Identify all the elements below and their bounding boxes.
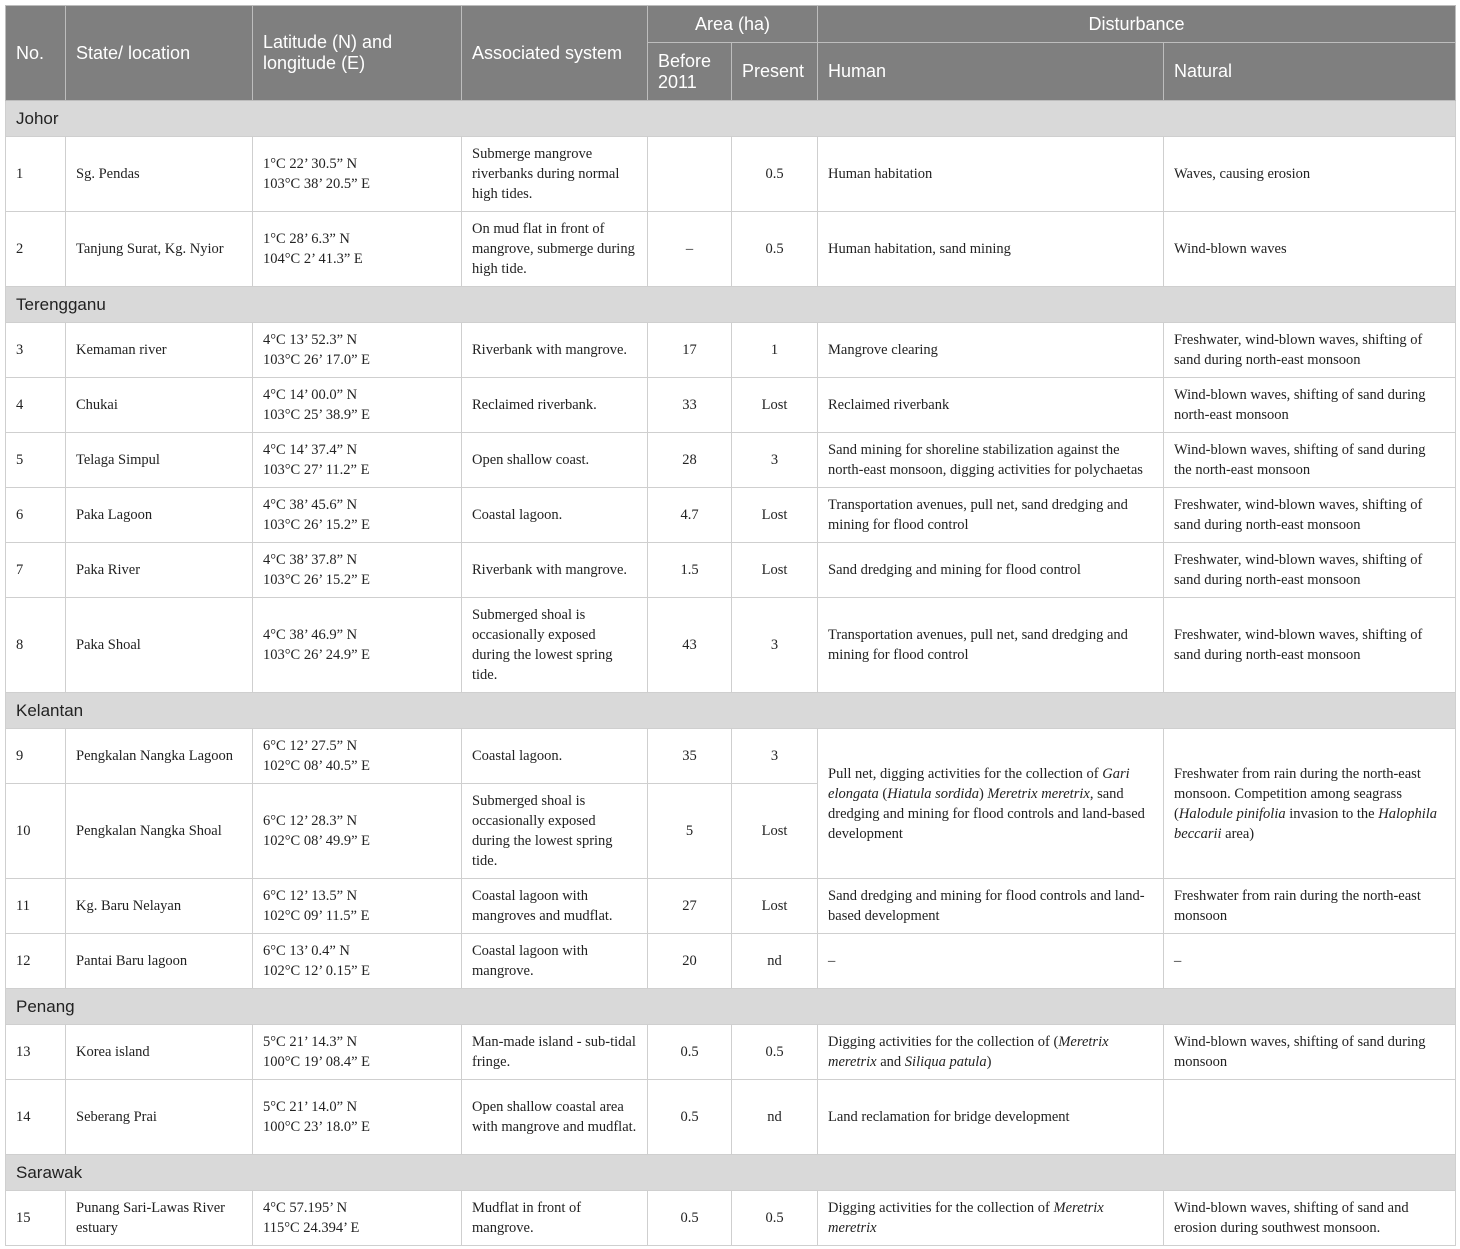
cell-natural: Freshwater, wind-blown waves, shifting of sand during north-east monsoon [1164, 323, 1456, 378]
text-run: Digging activities for the collection of ( [828, 1034, 1059, 1050]
cell-no: 6 [6, 488, 66, 543]
cell-system: Mudflat in front of mangrove. [462, 1191, 648, 1246]
text-run: invasion to the [1285, 805, 1379, 822]
seagrass-sites-table [5, 5, 1456, 1246]
cell-lon: 103°C 27’ 11.2” E [263, 462, 370, 478]
text-run: ( [878, 785, 888, 802]
text-run: area) [1221, 825, 1255, 842]
cell-human: Transportation avenues, pull net, sand dredging and mining for flood control [818, 598, 1164, 693]
cell-present: Lost [732, 378, 818, 433]
cell-no: 8 [6, 598, 66, 693]
table-row [6, 488, 1456, 543]
cell-lon: 103°C 38’ 20.5” E [263, 176, 371, 192]
cell-human: Human habitation, sand mining [818, 212, 1164, 287]
cell-present: Lost [732, 784, 818, 879]
cell-no: 11 [6, 879, 66, 934]
cell-human [818, 1025, 1164, 1080]
cell-system: Reclaimed riverbank. [462, 378, 648, 433]
cell-present: 3 [732, 729, 818, 784]
cell-no: 10 [6, 784, 66, 879]
cell-present: 0.5 [732, 1025, 818, 1080]
cell-no: 2 [6, 212, 66, 287]
text-run: ) [978, 785, 988, 802]
cell-natural: Wind-blown waves, shifting of sand during monsoon [1164, 1025, 1456, 1080]
table-row [6, 598, 1456, 693]
cell-before: 43 [648, 598, 732, 693]
cell-present: nd [732, 934, 818, 989]
col-latlon-header: Latitude (N) and longitude (E) [253, 6, 462, 101]
cell-before: 20 [648, 934, 732, 989]
col-area-header: Area (ha) [648, 6, 818, 43]
species-name: Siliqua patula [904, 1054, 987, 1070]
cell-location: Pantai Baru lagoon [66, 934, 253, 989]
species-name: Gari elongata [828, 765, 1130, 802]
table-row [6, 137, 1456, 212]
text-run: Freshwater from rain during the north-east monsoon. Competition among seagrass ( [1174, 765, 1421, 822]
cell-human [818, 1191, 1164, 1246]
cell-lat: 1°C 28’ 6.3” N [263, 231, 350, 247]
col-human-header: Human [818, 43, 1164, 101]
cell-before: 4.7 [648, 488, 732, 543]
cell-human: Transportation avenues, pull net, sand dredging and mining for flood control [818, 488, 1164, 543]
text-run: ) [986, 1054, 992, 1070]
cell-no: 4 [6, 378, 66, 433]
col-state-header: State/ location [66, 6, 253, 101]
table-row [6, 543, 1456, 598]
cell-natural: Waves, causing erosion [1164, 137, 1456, 212]
cell-no: 9 [6, 729, 66, 784]
cell-system: Coastal lagoon. [462, 488, 648, 543]
cell-human: Sand dredging and mining for flood control [818, 543, 1164, 598]
cell-lat: 4°C 14’ 37.4” N [263, 442, 358, 458]
cell-system: On mud flat in front of mangrove, submerge during high tide. [462, 212, 648, 287]
section-row-terengganu [6, 287, 1456, 323]
cell-no: 3 [6, 323, 66, 378]
table-row [6, 934, 1456, 989]
section-label: Johor [6, 101, 1456, 137]
table-row [6, 879, 1456, 934]
text-run: Digging activities for the collection of [828, 1200, 1054, 1216]
cell-no: 12 [6, 934, 66, 989]
cell-system: Submerge mangrove riverbanks during normal high tides. [462, 137, 648, 212]
cell-location: Chukai [66, 378, 253, 433]
cell-latlon [253, 323, 462, 378]
cell-human: – [818, 934, 1164, 989]
cell-lat: 4°C 38’ 45.6” N [263, 497, 358, 513]
cell-no: 13 [6, 1025, 66, 1080]
species-name: Meretrix meretrix [828, 1034, 1109, 1070]
cell-human [818, 729, 1164, 879]
cell-lon: 103°C 25’ 38.9” E [263, 407, 371, 423]
cell-lat: 4°C 38’ 46.9” N [263, 627, 358, 643]
cell-system: Man-made island - sub-tidal fringe. [462, 1025, 648, 1080]
cell-natural: – [1164, 934, 1456, 989]
cell-location: Paka River [66, 543, 253, 598]
section-row-penang [6, 989, 1456, 1025]
species-name: Meretrix meretrix [987, 785, 1090, 802]
cell-lat: 5°C 21’ 14.3” N [263, 1034, 358, 1050]
cell-lon: 100°C 23’ 18.0” E [263, 1119, 371, 1135]
text-run: Pull net, digging activities for the collection of [828, 765, 1103, 782]
text-run: , sand dredging and mining for flood controls and land-based development [828, 785, 1145, 842]
cell-no: 1 [6, 137, 66, 212]
col-before-header: Before 2011 [648, 43, 732, 101]
cell-before: 0.5 [648, 1025, 732, 1080]
cell-present: Lost [732, 488, 818, 543]
cell-location: Seberang Prai [66, 1080, 253, 1155]
cell-before [648, 137, 732, 212]
table-row [6, 1025, 1456, 1080]
cell-lon: 102°C 08’ 49.9” E [263, 833, 371, 849]
cell-no: 15 [6, 1191, 66, 1246]
cell-system: Submerged shoal is occasionally exposed during the lowest spring tide. [462, 784, 648, 879]
cell-location: Sg. Pendas [66, 137, 253, 212]
col-present-header: Present [732, 43, 818, 101]
cell-location: Pengkalan Nangka Shoal [66, 784, 253, 879]
cell-present: Lost [732, 543, 818, 598]
section-row-johor [6, 101, 1456, 137]
cell-system: Open shallow coastal area with mangrove and mudflat. [462, 1080, 648, 1155]
cell-latlon [253, 543, 462, 598]
cell-human: Land reclamation for bridge development [818, 1080, 1164, 1155]
cell-latlon [253, 784, 462, 879]
col-natural-header: Natural [1164, 43, 1456, 101]
table-row [6, 378, 1456, 433]
cell-present: 0.5 [732, 137, 818, 212]
species-name: Halophila beccarii [1174, 805, 1438, 842]
cell-latlon [253, 729, 462, 784]
cell-natural: Freshwater from rain during the north-east monsoon [1164, 879, 1456, 934]
cell-lon: 102°C 08’ 40.5” E [263, 758, 371, 774]
section-label: Kelantan [6, 693, 1456, 729]
cell-natural: Freshwater, wind-blown waves, shifting of sand during north-east monsoon [1164, 543, 1456, 598]
cell-present: nd [732, 1080, 818, 1155]
cell-natural: Wind-blown waves [1164, 212, 1456, 287]
cell-latlon [253, 137, 462, 212]
cell-before: 0.5 [648, 1191, 732, 1246]
cell-natural [1164, 729, 1456, 879]
section-row-kelantan [6, 693, 1456, 729]
species-name: Meretrix meretrix [828, 1200, 1104, 1236]
cell-system: Riverbank with mangrove. [462, 543, 648, 598]
cell-present: 0.5 [732, 212, 818, 287]
cell-no: 14 [6, 1080, 66, 1155]
table-row [6, 433, 1456, 488]
cell-location: Kemaman river [66, 323, 253, 378]
cell-lon: 100°C 19’ 08.4” E [263, 1054, 371, 1070]
species-name: Halodule pinifolia [1178, 805, 1286, 822]
cell-location: Pengkalan Nangka Lagoon [66, 729, 253, 784]
col-disturbance-header: Disturbance [818, 6, 1456, 43]
cell-latlon [253, 1080, 462, 1155]
cell-present: Lost [732, 879, 818, 934]
table-row [6, 323, 1456, 378]
cell-natural: Wind-blown waves, shifting of sand during north-east monsoon [1164, 378, 1456, 433]
header-row-1 [6, 6, 1456, 43]
cell-natural: Wind-blown waves, shifting of sand and erosion during southwest monsoon. [1164, 1191, 1456, 1246]
cell-present: 0.5 [732, 1191, 818, 1246]
cell-human: Mangrove clearing [818, 323, 1164, 378]
species-name: Hiatula sordida [887, 785, 979, 802]
text-run: and [876, 1054, 905, 1070]
cell-lon: 103°C 26’ 15.2” E [263, 517, 371, 533]
cell-lat: 6°C 12’ 27.5” N [263, 738, 358, 754]
cell-before: 33 [648, 378, 732, 433]
cell-lat: 6°C 12’ 13.5” N [263, 888, 358, 904]
cell-before: 17 [648, 323, 732, 378]
cell-location: Paka Shoal [66, 598, 253, 693]
cell-lon: 115°C 24.394’ E [263, 1220, 360, 1236]
cell-before: 28 [648, 433, 732, 488]
section-row-sarawak [6, 1155, 1456, 1191]
cell-latlon [253, 1025, 462, 1080]
cell-natural: Freshwater, wind-blown waves, shifting of sand during north-east monsoon [1164, 488, 1456, 543]
cell-lat: 6°C 12’ 28.3” N [263, 813, 358, 829]
cell-before: 5 [648, 784, 732, 879]
cell-system: Coastal lagoon with mangroves and mudflat. [462, 879, 648, 934]
cell-present: 3 [732, 598, 818, 693]
cell-location: Korea island [66, 1025, 253, 1080]
cell-lon: 103°C 26’ 15.2” E [263, 572, 371, 588]
cell-no: 5 [6, 433, 66, 488]
cell-before: 1.5 [648, 543, 732, 598]
cell-latlon [253, 433, 462, 488]
table-row [6, 1080, 1456, 1155]
table-row [6, 1191, 1456, 1246]
cell-latlon [253, 934, 462, 989]
table-row [6, 729, 1456, 784]
cell-location: Telaga Simpul [66, 433, 253, 488]
cell-human: Human habitation [818, 137, 1164, 212]
col-no-header: No. [6, 6, 66, 101]
cell-human: Reclaimed riverbank [818, 378, 1164, 433]
cell-latlon [253, 378, 462, 433]
cell-location: Kg. Baru Nelayan [66, 879, 253, 934]
cell-lon: 103°C 26’ 17.0” E [263, 352, 371, 368]
col-system-header: Associated system [462, 6, 648, 101]
cell-lon: 103°C 26’ 24.9” E [263, 647, 371, 663]
cell-location: Punang Sari-Lawas River estuary [66, 1191, 253, 1246]
cell-lon: 104°C 2’ 41.3” E [263, 251, 363, 267]
cell-latlon [253, 212, 462, 287]
cell-before: 0.5 [648, 1080, 732, 1155]
cell-system: Open shallow coast. [462, 433, 648, 488]
cell-lon: 102°C 12’ 0.15” E [263, 963, 371, 979]
cell-lon: 102°C 09’ 11.5” E [263, 908, 370, 924]
cell-natural [1164, 1080, 1456, 1155]
cell-before: 35 [648, 729, 732, 784]
cell-lat: 6°C 13’ 0.4” N [263, 943, 350, 959]
cell-latlon [253, 488, 462, 543]
cell-natural: Wind-blown waves, shifting of sand during the north-east monsoon [1164, 433, 1456, 488]
cell-system: Riverbank with mangrove. [462, 323, 648, 378]
cell-lat: 4°C 57.195’ N [263, 1200, 348, 1216]
section-label: Sarawak [6, 1155, 1456, 1191]
cell-lat: 1°C 22’ 30.5” N [263, 156, 358, 172]
cell-latlon [253, 598, 462, 693]
section-label: Penang [6, 989, 1456, 1025]
cell-natural: Freshwater, wind-blown waves, shifting of sand during north-east monsoon [1164, 598, 1456, 693]
cell-before: – [648, 212, 732, 287]
cell-human: Sand dredging and mining for flood controls and land-based development [818, 879, 1164, 934]
section-label: Terengganu [6, 287, 1456, 323]
cell-lat: 4°C 14’ 00.0” N [263, 387, 358, 403]
cell-no: 7 [6, 543, 66, 598]
cell-system: Coastal lagoon with mangrove. [462, 934, 648, 989]
cell-lat: 5°C 21’ 14.0” N [263, 1099, 358, 1115]
table-row [6, 212, 1456, 287]
cell-lat: 4°C 13’ 52.3” N [263, 332, 358, 348]
cell-latlon [253, 1191, 462, 1246]
cell-human: Sand mining for shoreline stabilization against the north-east monsoon, digging activities for polychaetas [818, 433, 1164, 488]
cell-latlon [253, 879, 462, 934]
cell-present: 1 [732, 323, 818, 378]
cell-location: Tanjung Surat, Kg. Nyior [66, 212, 253, 287]
cell-present: 3 [732, 433, 818, 488]
cell-before: 27 [648, 879, 732, 934]
cell-system: Submerged shoal is occasionally exposed during the lowest spring tide. [462, 598, 648, 693]
cell-location: Paka Lagoon [66, 488, 253, 543]
cell-system: Coastal lagoon. [462, 729, 648, 784]
cell-lat: 4°C 38’ 37.8” N [263, 552, 358, 568]
